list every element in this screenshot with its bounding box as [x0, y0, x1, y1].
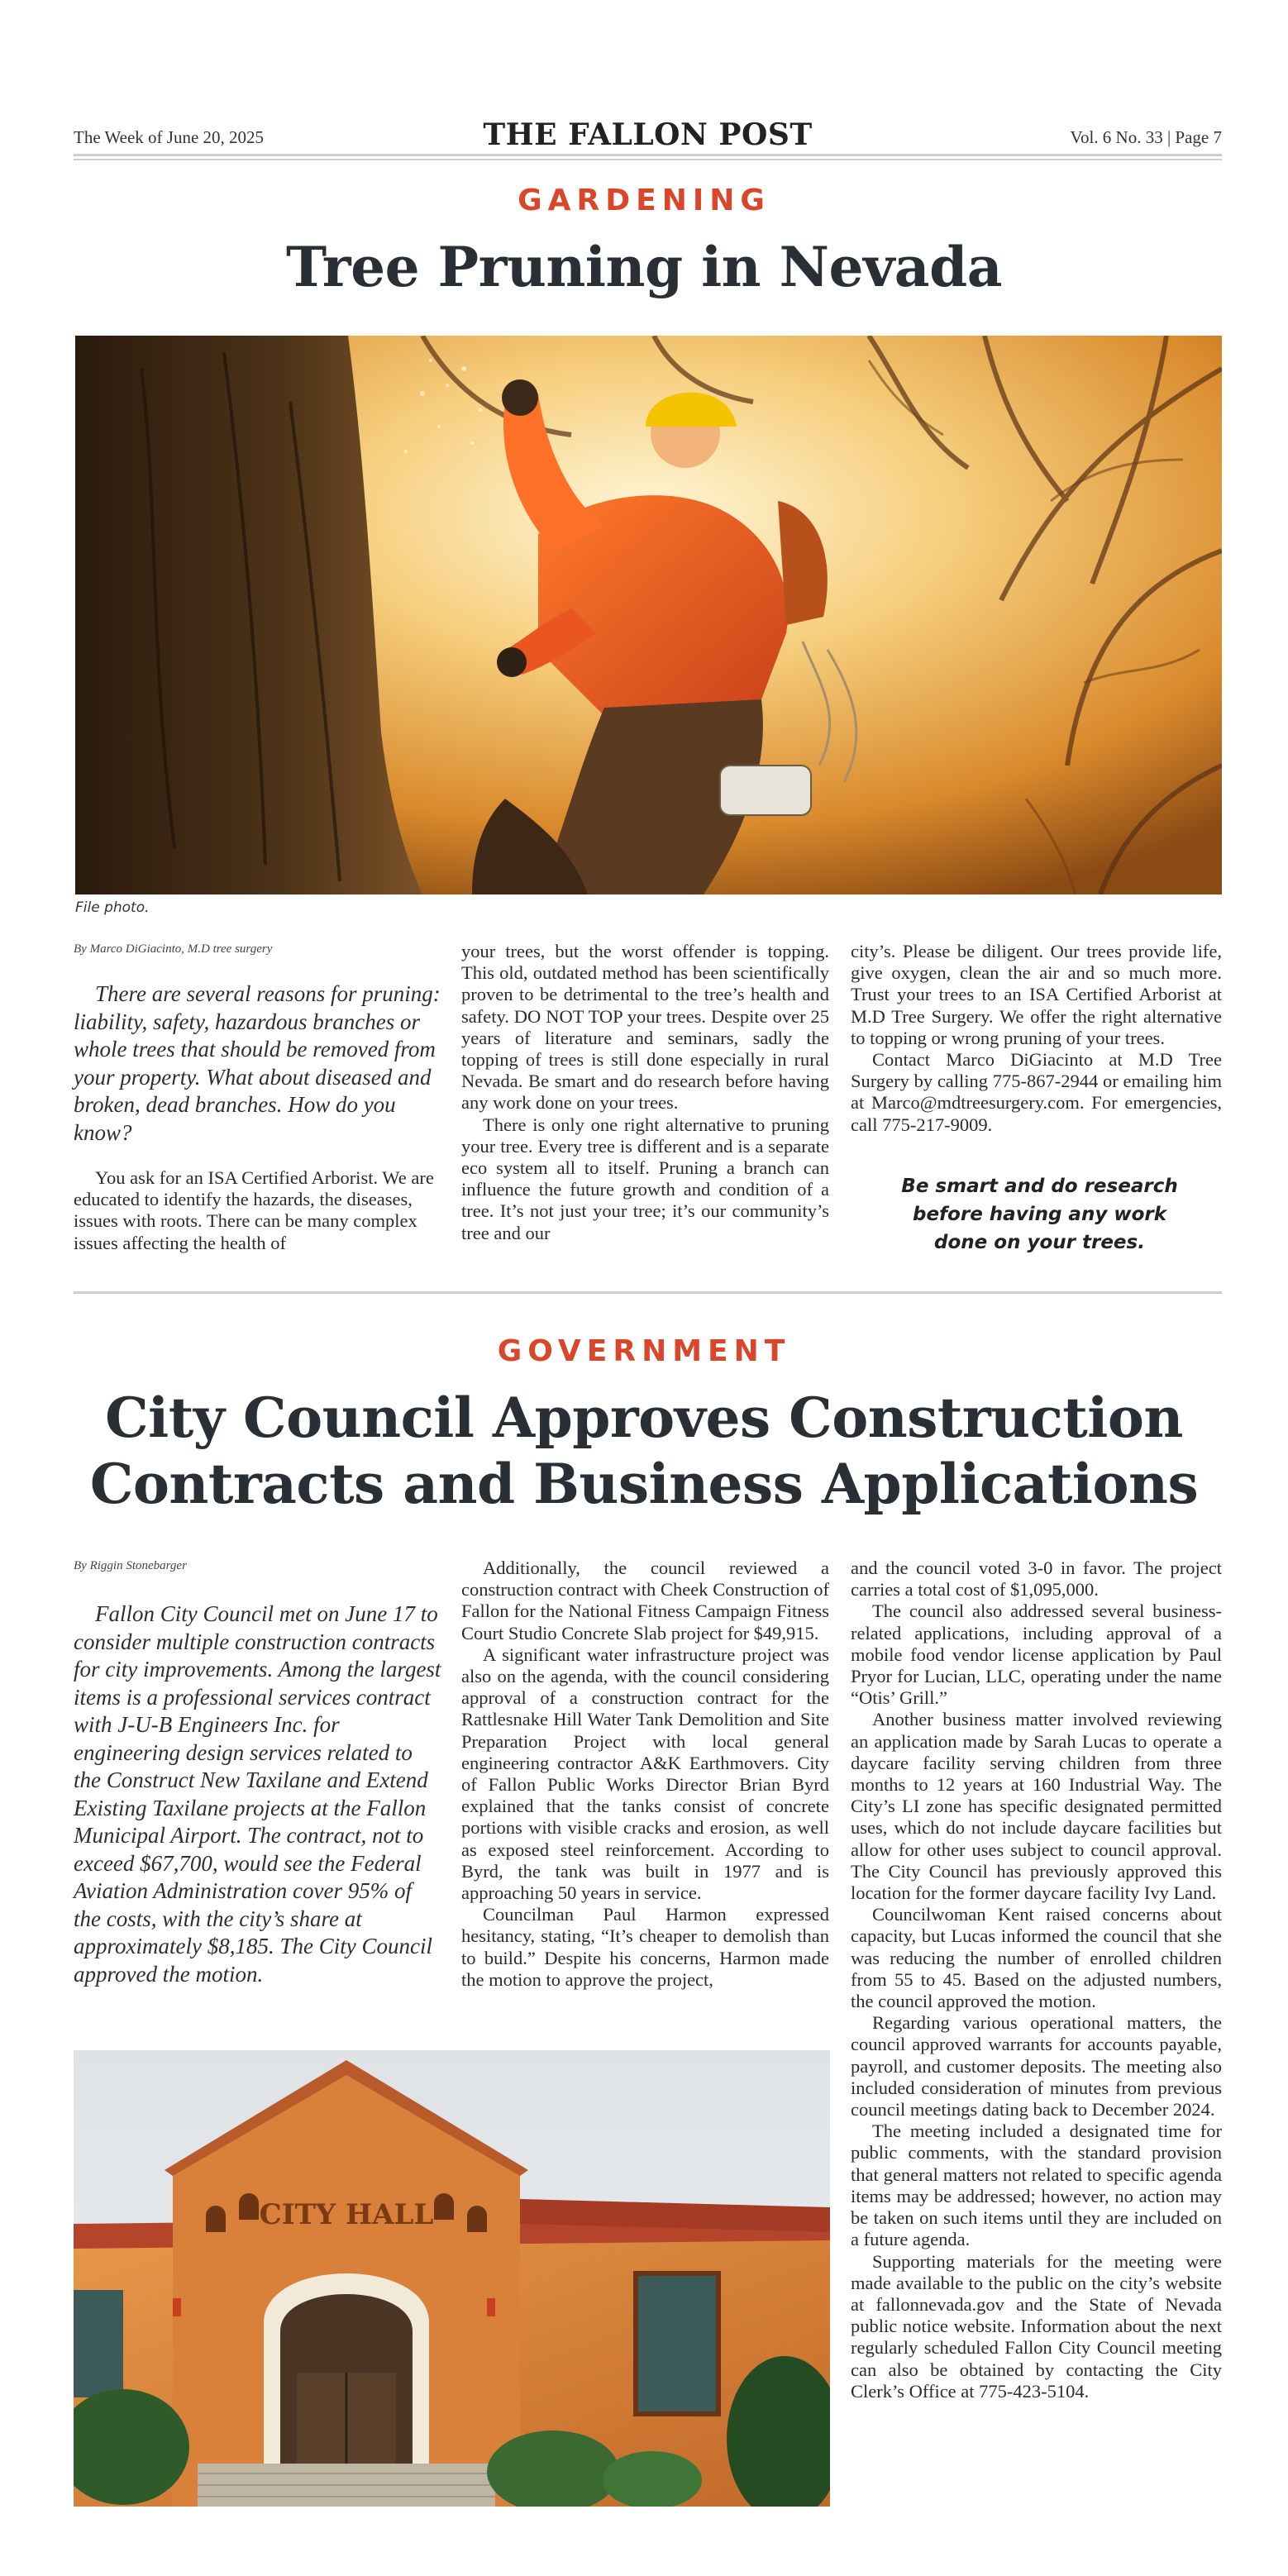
- city-hall-photo: [74, 2050, 830, 2507]
- masthead-rule: [74, 154, 1222, 160]
- paragraph: Contact Marco DiGiacinto at M.D Tree Surgery by calling 775-867-2944 or emailing him at Marco@mdtreesurgery.com. For emergencies, call 775-217-9009.: [851, 1049, 1222, 1135]
- headline-city-council-line1: City Council Approves Construction: [105, 1386, 1183, 1450]
- paragraph: Regarding various operational matters, the council approved warrants for accounts payable, payroll, and customer deposits. The meeting also included consideration of minutes from previous council meetings dating back to December 2024.: [851, 2012, 1222, 2120]
- section-label-government: GOVERNMENT: [497, 1334, 791, 1368]
- section-label-gardening: GARDENING: [518, 184, 770, 217]
- paragraph: The meeting included a designated time for public comments, with the standard provision that general matters not related to specific agenda items may be addressed; however, no action may be taken on such items until they are included on a future agenda.: [851, 2120, 1222, 2250]
- paragraph: A significant water infrastructure project was also on the agenda, with the council considering approval of a construction contract for the Rattlesnake Hill Water Tank Demolition and Site Preparation Project with local general engineering contractor A&K Earthmovers. City of Fallon Public Works Director Brian Byrd explained that the tanks consist of concrete portions with visible cracks and erosion, as well as exposed steel reinforcement. According to Byrd, the tank was built in 1977 and is approaching 50 years in service.: [461, 1643, 829, 1904]
- paragraph: There is only one right alternative to pruning your tree. Every tree is different and is a separate eco system all to itself. Pruning a branch can influence the future growth and condition of a tree. It’s not just your tree; it’s our community’s tree and our: [461, 1114, 829, 1243]
- column-3-government: [851, 1558, 1222, 2402]
- photo-caption: File photo.: [75, 899, 150, 916]
- city-hall-sign: CITY HALL: [259, 2198, 434, 2231]
- paragraph: Councilwoman Kent raised concerns about capacity, but Lucas informed the council that she was reducing the number of enrolled children from 55 to 45. Based on the adjusted numbers, the council approved the motion.: [851, 1904, 1222, 2012]
- paragraph: Councilman Paul Harmon expressed hesitancy, stating, “It’s cheaper to demolish than to build.” Despite his concerns, Harmon made the motion to approve the project,: [461, 1904, 829, 1990]
- paragraph: The council also addressed several business-related applications, including approval of a mobile food vendor license application by Paul Pryor for Lucian, LLC, operating under the name “Otis’ Grill.”: [851, 1600, 1222, 1709]
- headline-city-council-line2: Contracts and Business Applications: [89, 1452, 1199, 1516]
- byline-government: By Riggin Stonebarger: [74, 1559, 187, 1572]
- headline-tree-pruning: Tree Pruning in Nevada: [286, 235, 1002, 299]
- column-3-gardening: [851, 941, 1222, 1136]
- paragraph: and the council voted 3-0 in favor. The project carries a total cost of $1,095,000.: [851, 1558, 1222, 1600]
- column-2-government: [461, 1558, 829, 1991]
- paragraph: city’s. Please be diligent. Our trees provide life, give oxygen, clean the air and so much more. Trust your trees to an ISA Certified Arborist at M.D Tree Surgery. We offer the right alternative to topping or wrong pruning of your trees.: [851, 941, 1222, 1048]
- byline-gardening: By Marco DiGiacinto, M.D tree surgery: [74, 942, 273, 956]
- column-2-gardening: [461, 941, 829, 1244]
- pull-quote: Be smart and do research before having any work done on your trees.: [901, 1176, 1178, 1253]
- volume-page: Vol. 6 No. 33 | Page 7: [1070, 127, 1222, 147]
- arborist-photo: [75, 336, 1222, 894]
- masthead: [74, 117, 1222, 159]
- paragraph: Another business matter involved reviewing an application made by Sarah Lucas to operate a daycare facility serving children from three months to 12 years at 160 Industrial Way. The City’s LI zone has specific designated permitted uses, which do not include daycare facilities but allow for other uses subject to council approval. The City Council has previously approved this location for the former daycare facility Ivy Land.: [851, 1709, 1222, 1904]
- issue-date: The Week of June 20, 2025: [74, 127, 265, 147]
- paragraph: Additionally, the council reviewed a construction contract with Cheek Construction of Fallon for the National Fitness Campaign Fitness Court Studio Concrete Slab project for $49,915.: [461, 1558, 829, 1643]
- section-divider: [74, 1291, 1222, 1294]
- paper-name: THE FALLON POST: [483, 117, 813, 152]
- paragraph: your trees, but the worst offender is topping. This old, outdated method has been scientifically proven to be detrimental to the tree’s health and safety. DO NOT TOP your trees. Despite over 25 years of literature and seminars, sadly the topping of trees is still done especially in rural Nevada. Be smart and do research before having any work done on your trees.: [461, 941, 829, 1114]
- lede-continue-gardening: You ask for an ISA Certified Arborist. We are educated to identify the hazards, the diseases, issues with roots. There can be many complex issues affecting the health of: [74, 1167, 434, 1253]
- lede-government: Fallon City Council met on June 17 to consider multiple construction contracts for city improvements. Among the largest items is a professional services contract with J-U-B Engineers Inc. for engineering design services related to the Construct New Taxilane and Extend Existing Taxilane projects at the Fallon Municipal Airport. The contract, not to exceed $67,700, would see the Federal Aviation Administration cover 95% of the costs, with the city’s share at approximately $8,185. The City Council approved the motion.: [74, 1601, 441, 1987]
- lede-gardening: There are several reasons for pruning: liability, safety, hazardous branches or whole trees that should be removed from your property. What about diseased and broken, dead branches. How do you know?: [74, 981, 441, 1145]
- paragraph: Supporting materials for the meeting were made available to the public on the city’s website at fallonnevada.gov and the State of Nevada public notice website. Information about the next regularly scheduled Fallon City Council meeting can also be obtained by contacting the City Clerk’s Office at 775-423-5104.: [851, 2250, 1222, 2402]
